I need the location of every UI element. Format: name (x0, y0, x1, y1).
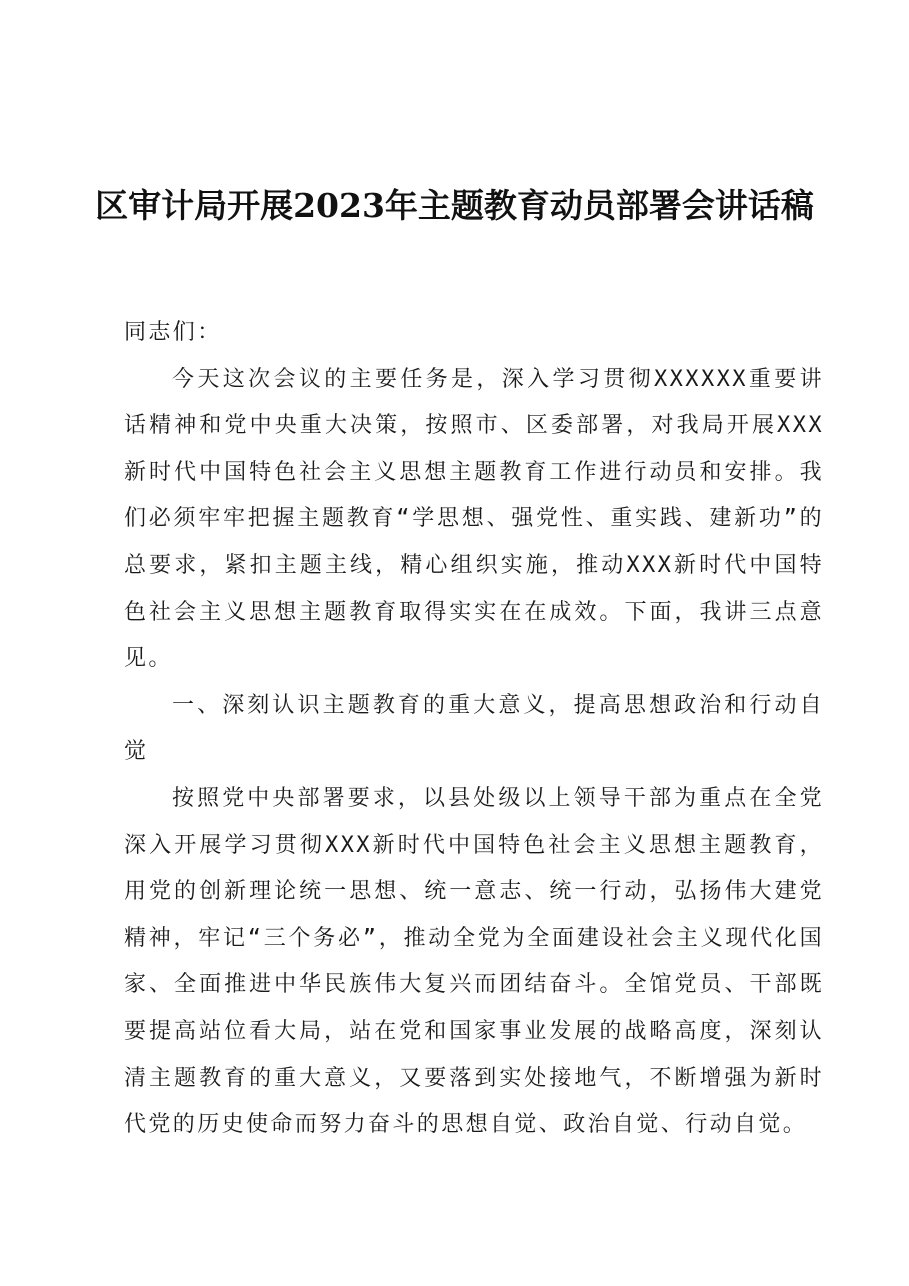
salutation: 同志们： (124, 320, 222, 345)
section-heading-1: 一、深刻认识主题教育的重大意义，提高思想政治和行动自觉 (124, 692, 824, 765)
paragraph-section-1: 按照党中央部署要求，以县处级以上领导干部为重点在全党深入开展学习贯彻XXX新时代中国特色社会主义思想主题教育，用党的创新理论统一思想、统一意志、统一行动，弘扬伟大建党精神，牢记“三个务必”，推动全党为全面建设社会主义现代化国家、全面推进中华民族伟大复兴而团结奋斗。全馆党员、干部既要提高站位看大局，站在党和国家事业发展的战略高度，深刻认清主题教育的重大意义，又要落到实处接地气，不断增强为新时代党的历史使命而努力奋斗的思想自觉、政治自觉、行动自觉。 (124, 785, 824, 1138)
document-body (124, 310, 824, 1149)
paragraph-intro: 今天这次会议的主要任务是，深入学习贯彻XXXXXX重要讲话精神和党中央重大决策，按照市、区委部署，对我局开展XXX新时代中国特色社会主义思想主题教育工作进行动员和安排。我们必须牢牢把握主题教育“学思想、强党性、重实践、建新功”的总要求，紧扣主题主线，精心组织实施，推动XXX新时代中国特色社会主义思想主题教育取得实实在在成效。下面，我讲三点意见。 (124, 366, 824, 672)
document-title: 区审计局开展2023年主题教育动员部署会讲话稿 (95, 186, 814, 225)
